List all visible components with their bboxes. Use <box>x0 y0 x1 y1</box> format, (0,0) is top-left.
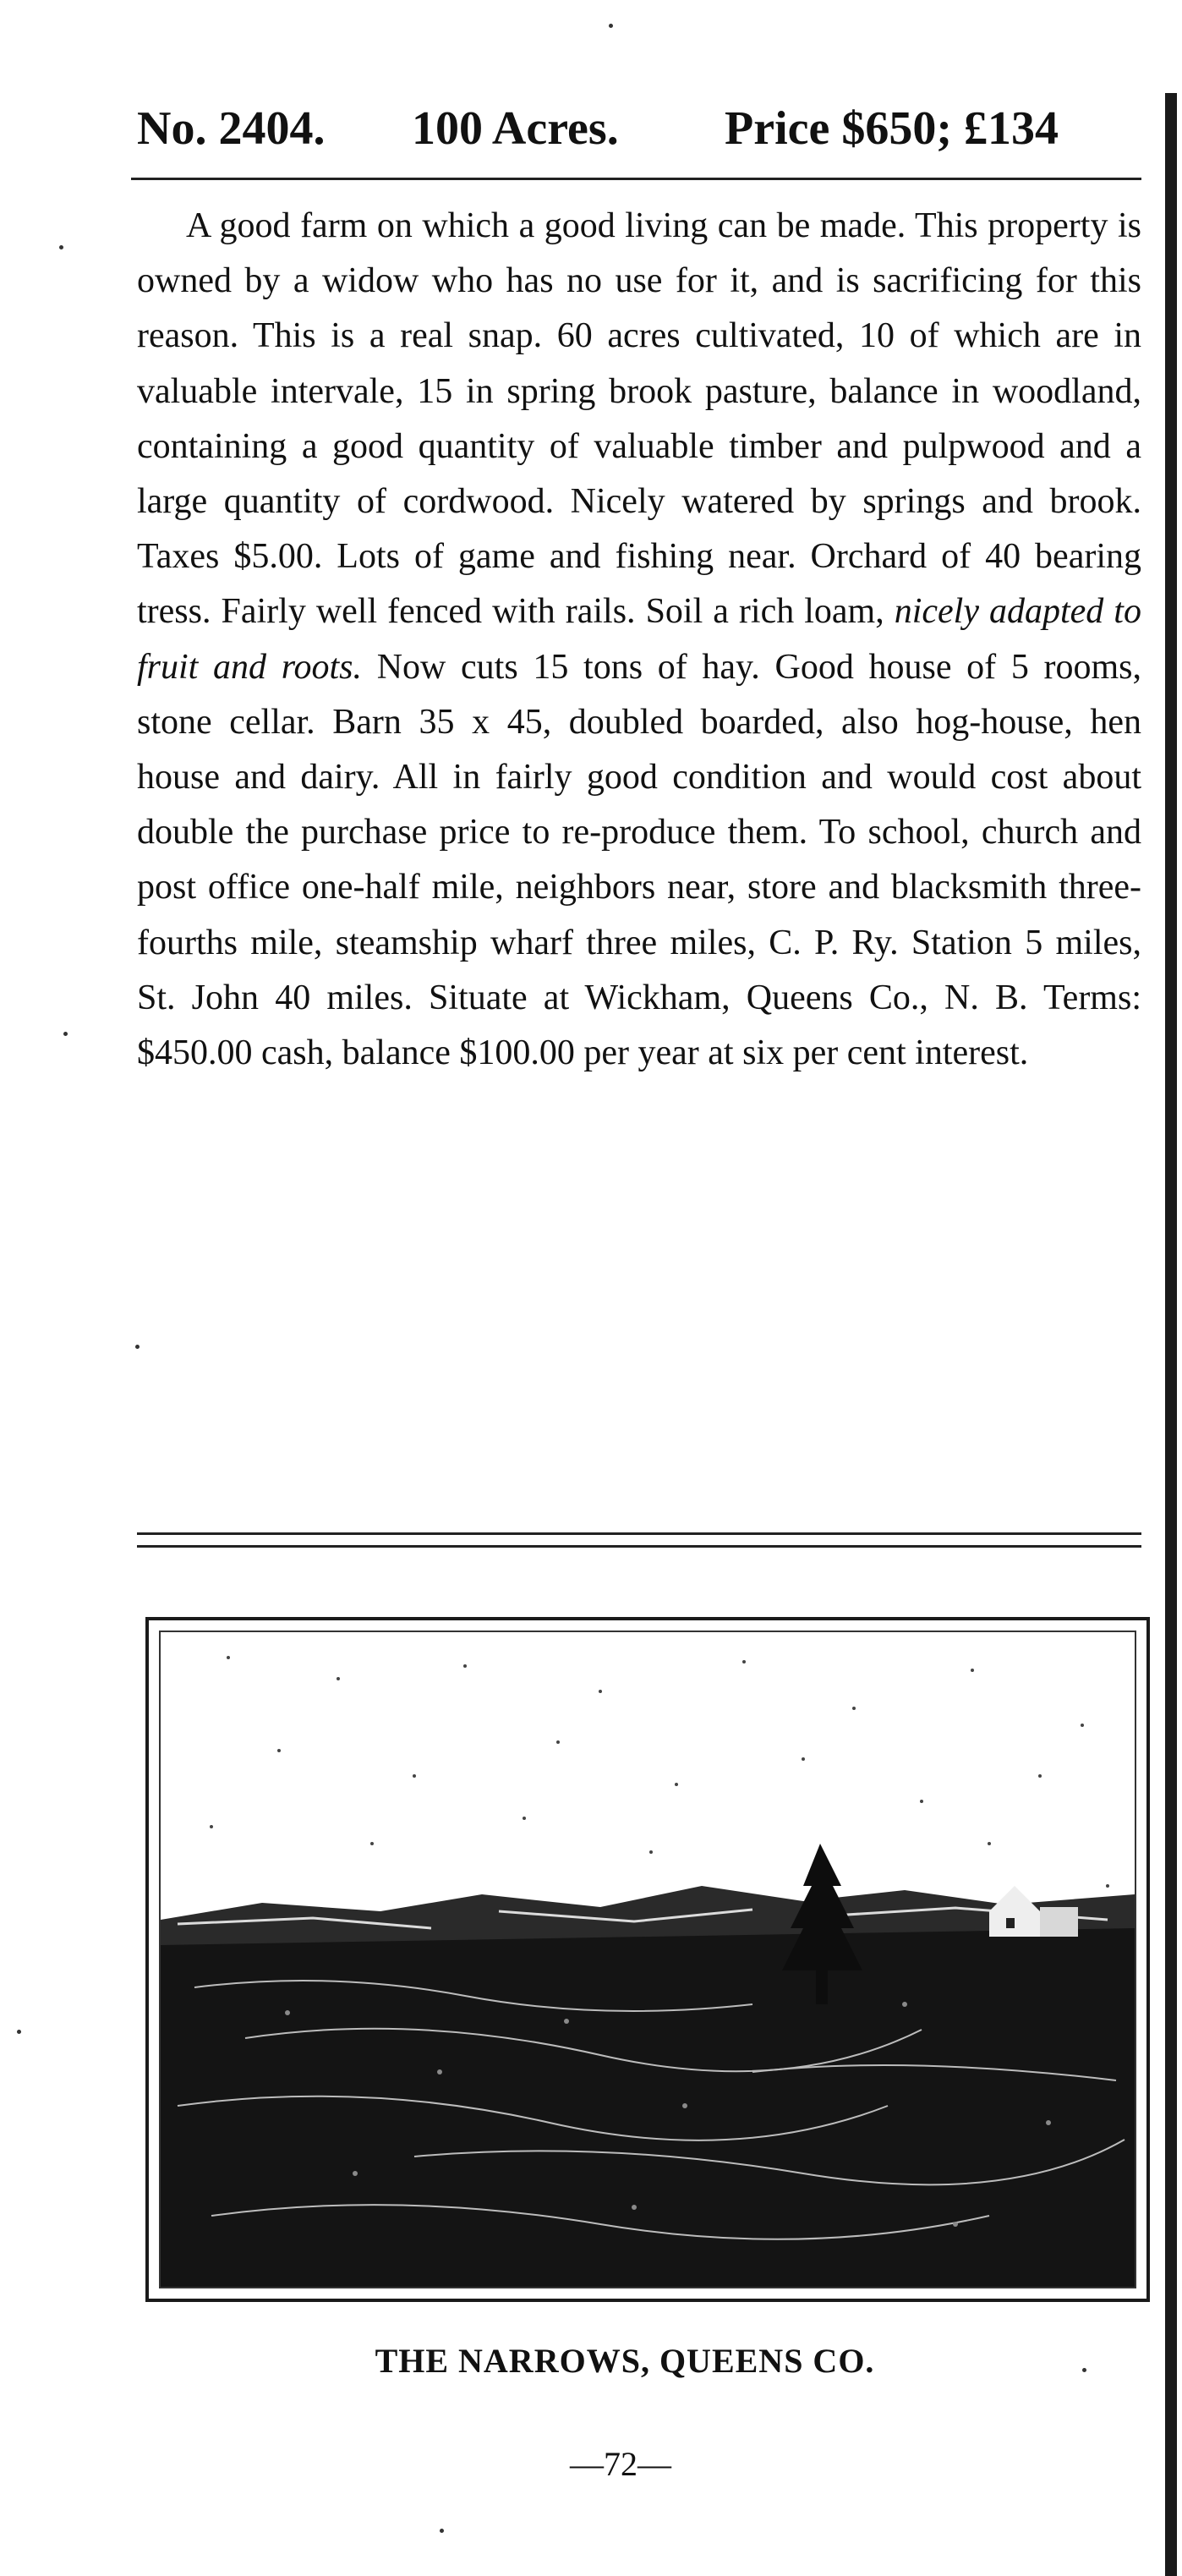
farm-landscape-image <box>161 1632 1135 2287</box>
listing-heading <box>137 95 1182 162</box>
farm-photo <box>159 1631 1136 2288</box>
print-speck <box>135 1345 140 1349</box>
heading-divider <box>131 178 1141 180</box>
listing-price: Price $650; £134 <box>725 102 1059 155</box>
farm-photo-frame <box>145 1617 1150 2302</box>
listing-description <box>137 199 1141 1081</box>
print-speck <box>63 1032 68 1036</box>
photo-caption-text: THE NARROWS, QUEENS CO. <box>375 2342 875 2380</box>
listing-number: No. 2404. <box>137 102 326 155</box>
description-part-1: A good farm on which a good living can be made. This property is owned by a widow who has no use for it, and is sacrificing for this reason. This is a real snap. 60 acres cultivated, 10 of which are in valuable intervale, 15 in spring brook pasture, balance in woodland, containing a good quantity of valuable timber and pulpwood and a large quantity of cordwood. Nicely watered by springs and brook. Taxes $5.00. Lots of game and fishing near. Orchard of 40 bearing tress. Fairly well fenced with rails. Soil a rich loam, <box>137 206 1141 632</box>
page-edge-rule <box>1165 93 1177 2576</box>
print-speck <box>17 2030 21 2034</box>
page-number-text: —72— <box>570 2445 671 2483</box>
print-speck <box>59 245 63 249</box>
description-part-2: Now cuts 15 tons of hay. Good house of 5 rooms, stone cellar. Barn 35 x 45, doubled boarded, also hog-house, hen house and dairy. All in fairly good condition and would cost about double the purchase price to re-produce them. To school, church and post office one-half mile, neighbors near, store and blacksmith three-fourths mile, steamship wharf three miles, C. P. Ry. Station 5 miles, St. John 40 miles. Situate at Wickham, Queens Co., N. B. Terms: $450.00 cash, balance $100.00 per year at six per cent interest. <box>137 647 1141 1073</box>
print-speck <box>440 2529 444 2533</box>
page-number <box>0 2444 1165 2484</box>
print-speck <box>609 24 613 28</box>
photo-caption <box>0 2341 1165 2381</box>
description-italic-part: nicely adapted to fruit and roots. <box>137 592 1141 687</box>
section-double-divider <box>137 1532 1141 1548</box>
print-speck <box>1082 2368 1086 2372</box>
listing-acreage: 100 Acres. <box>412 102 619 155</box>
